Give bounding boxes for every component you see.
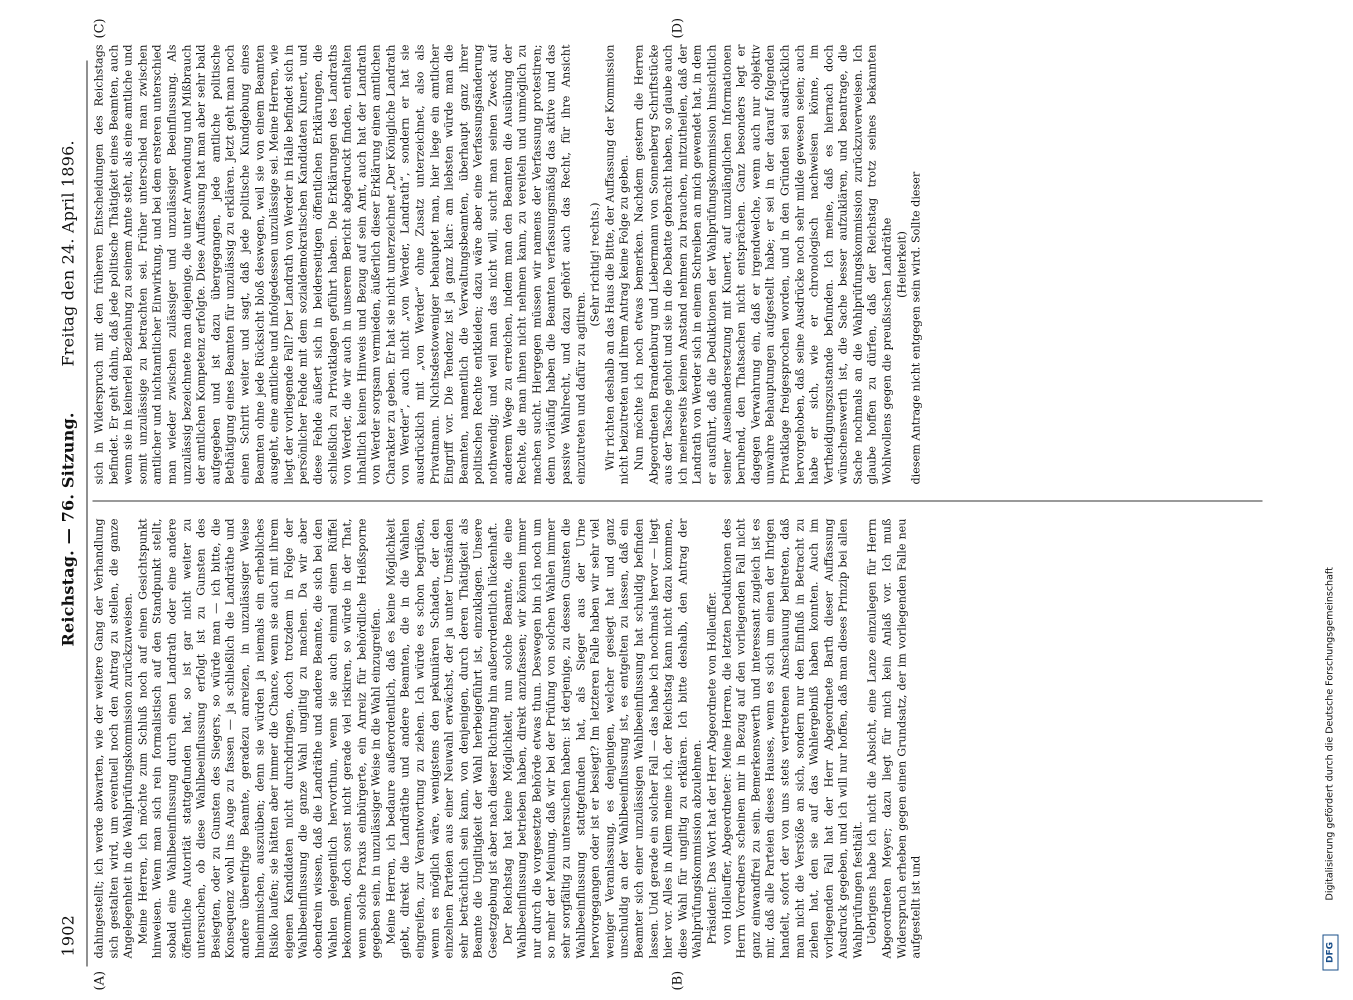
right-column (92, 44, 1262, 484)
paragraph: dahingestellt; ich werde abwarten, wie der weitere Gang der Verhandlung sich gestalten wird, um eventuell noch den Antrag zu stellen, die ganze Angelegenheit in die Wahlprüfungskommission zurückzuweisen. (92, 518, 135, 958)
paragraph: Der Reichstag hat keine Möglichkeit, nun solche Beamte, die eine Wahlbeeinflussung betrieben haben, direkt anzufassen; wir können immer nur durch die vorgesetzte Behörde etwas thun. Deswegen bin ich noch um so mehr der Meinung, daß wir bei der Prüfung von solchen Wahlen immer sehr sorgfältig zu untersuchen haben: ist derjenige, zu dessen Gunsten die Wahlbeeinflussung stattgefunden hat, als Sieger aus der Urne hervorgegangen oder ist er besiegt? Im letzteren Falle haben wir sehr viel weniger Veranlassung, es denjenigen, welcher gesiegt hat und ganz unschuldig an der Wahlbeeinflussung ist, es entgelten zu lassen, daß ein Beamter sich einer unzulässigen Wahlbeeinflussung hat schuldig befinden lassen. Und gerade ein solcher Fall — das habe ich nochmals hervor — liegt hier vor. Alles in Allem meine ich, der Reichstag kann nicht dazu kommen, diese Wahl für ungiltig zu erklären. Ich bitte deshalb, den Antrag der Wahlprüfungskommission abzulehnen. (500, 518, 704, 958)
page-footer (1322, 30, 1342, 970)
dfg-logo: DFG (1322, 934, 1338, 970)
session-date: Freitag den 24. April 1896. (58, 139, 77, 366)
paragraph: Meine Herren, ich möchte zum Schluß noch auf einen Gesichtspunkt hinweisen. Wenn man sich rein formalistisch auf den Standpunkt stellt, sobald eine Wahlbeeinflussung durch einen Landrath oder eine andere öffentliche Autorität stattgefunden hat, so ist gar nicht weiter zu untersuchen, ob diese Wahlbeeinflussung erfolgt ist zu Gunsten des Besiegten, oder zu Gunsten des Siegers, so würde man — ich bitte, die Konsequenz wohl ins Auge zu fassen — ja schließlich die Landräthe und andere übereifrige Beamte, geradezu anreizen, in unzulässiger Weise hineinmischen, auszuüben; denn sie würden ja niemals ein erhebliches Risiko laufen; sie hätten aber immer die Chance, wenn sie auch mit ihrem eigenen Kandidaten nicht durchdringen, doch trotzdem in Folge der Wahlbeeinflussung die ganze Wahl ungiltig zu machen. Da wir aber obendrein wissen, daß die Landräthe und andere Beamte, die sich bei den Wahlen gelegentlich hervorthun, wenn sie auch einmal einen Rüffel bekommen, doch sonst nicht gerade viel riskiren, so würde in der That, wenn solche Praxis einbürgerte, ein Anreiz für behördliche Heißsporne gegeben sein, in unzulässiger Weise in die Wahl einzugreifen. (135, 518, 383, 958)
page-header (56, 30, 82, 966)
margin-marker-d: (D) (670, 17, 685, 38)
interjection: (Sehr richtig! rechts.) (588, 201, 602, 327)
page-number: 1902 (58, 914, 77, 956)
digitization-credit: Digitalisierung gefördert durch die Deutsche Forschungsgemeinschaft (1324, 566, 1335, 900)
paragraph: Wir richten deshalb an das Haus die Bitte, der Auffassung der Kommission nicht beizutreten und ihrem Antrag keine Folge zu geben. (602, 44, 631, 484)
speaker-paragraph: von Holleuffer, Abgeordneter: Meine Herren, die letzten Deduktionen des Herrn Vorredners scheinen mir in Bezug auf den vorliegenden Fall nicht ganz einwandfrei zu sein. Bemerkenswerth und interessant zugleich ist es mir, daß alle Parteien dieses Hauses, wenn es sich um einen der Ihrigen handelt, sofort der von uns stets vertretenen Anschauung beitreten, daß man nicht die Verstöße an sich, sondern nur den Einfluß in Betracht zu ziehen hat, den sie auf das Wahlergebniß haben konnten. Auch im vorliegenden Fall hat der Herr Abgeordnete Barth dieser Auffassung Ausdruck gegeben, und ich will nur hoffen, daß man dieses Prinzip bei allen Wahlprüfungen festhält. (719, 518, 864, 958)
margin-marker-c: (C) (92, 17, 107, 38)
paragraph: Meine Herren, ich bedaure außerordentlich, daß es keine Möglichkeit giebt, direkt die Landräthe und andere Beamten, die in die Wahlen eingreifen, zur Verantwortung zu ziehen. Ich würde es schon begrüßen, wenn es möglich wäre, wenigstens den pekuniären Schaden, der den einzelnen Parteien aus einer Neuwahl erwächst, der ja unter Umständen sehr beträchtlich sein kann, von denjenigen, durch deren Thätigkeit als Beamte die Ungiltigkeit der Wahl herbeigeführt ist, einzuklagen. Unsere Gesetzgebung ist aber nach dieser Richtung hin außerordentlich lückenhaft. (383, 518, 500, 958)
paragraph: Nun möchte ich noch etwas bemerken. Nachdem gestern die Herren Abgeordneten Brandenburg und Liebermann von Sonnenberg Schriftstücke aus der Tasche geholt und sie in die Debatte gebracht haben, so glaube auch ich meinerseits keinen Anstand nehmen zu brauchen, mitzutheilen, daß der Landrath von Werder sich in einem Schreiben an mich gewendet hat, in dem er ausführt, daß die Deduktionen der Wahlprüfungskommission hinsichtlich seiner Auseinandersetzung mit Kunert, auf unzulänglichen Informationen beruhend, den Thatsachen nicht entsprächen. Ganz besonders legt er dagegen Verwahrung ein, daß er irgendwelche, wenn auch nur objektiv unwahre Behauptungen aufgestellt habe; er sei in der darauf folgenden Privatklage freigesprochen worden, und in den Gründen sei ausdrücklich hervorgehoben, daß seine Ausdrücke noch sehr milde gewesen seien; auch habe er sich, wie er chronologisch nachweisen könne, im Vertheidigungszustande befunden. Ich meine, daß es hiernach doch wünschenswerth ist, die Sache besser aufzuklären, und beantrage, die Sache nochmals an die Wahlprüfungskommission zurückzuverweisen. Ich glaube hoffen zu dürfen, daß der Reichstag trotz seines bekannten Wohlwollens gegen die preußischen Landräthe (631, 44, 894, 484)
left-column (92, 518, 1262, 958)
paragraph: sich in Widerspruch mit den früheren Entscheidungen des Reichstags befindet. Er geht dahin, daß jede politische Thätigkeit eines Beamten, auch wenn sie in keinerlei Beziehung zu seinem Amte steht, als eine amtliche und somit unzulässige zu betrachten sei. Früher unterschied man zwischen amtlicher und nichtamtlicher Einwirkung, und bei dem ersteren unterschied man wieder zwischen zulässiger und unzulässiger Beeinflussung. Als unzulässig bezeichnete man diejenige, die unter Anwendung und Mißbrauch der amtlichen Kompetenz erfolgte. Diese Auffassung hat man aber sehr bald aufgegeben und ist dazu übergegangen, jede amtliche politische Bethätigung eines Beamten für unzulässig zu erklären. Jetzt geht man noch einen Schritt weiter und sagt, daß jede politische Kundgebung eines Beamten ohne jede Rücksicht bloß deswegen, weil sie von einem Beamten ausgeht, eine amtliche und infolgedessen unzulässige sei. Meine Herren, wie liegt der vorliegende Fall? Der Landrath von Werder in Halle befindet sich in persönlicher Fehde mit dem sozialdemokratischen Kandidaten Kunert, und diese Fehde äußert sich in beiderseitigen öffentlichen Erklärungen, die schließlich zu Privatklagen geführt haben. Die Erklärungen des Landraths von Werder, die wir auch in unserem Bericht abgedruckt finden, enthalten inhaltlich keinen Hinweis und Bezug auf sein Amt, auch hat der Landrath von Werder sorgsam vermieden, äußerlich dieser Erklärung einen amtlichen Charakter zu geben. Er hat sie nicht unterzeichnet „Der Königliche Landrath von Werder“, auch nicht „von Werder, Landrath“, sondern er hat sie ausdrücklich mit „von Werder“ ohne Zusatz unterzeichnet, also als Privatmann. Nichtsdestoweniger behauptet man, hier liege ein amtlicher Eingriff vor. Die Tendenz ist ja ganz klar: am liebsten würde man die Beamten, namentlich die Verwaltungsbeamten, überhaupt ganz ihrer politischen Rechte entkleiden; dazu wäre aber eine Verfassungsänderung nothwendig; und weil man das nicht will, sucht man seinen Zweck auf anderem Wege zu erreichen, indem man den Beamten die Ausübung der Rechte, die man ihnen nicht nehmen kann, zu vereiteln und unmöglich zu machen sucht. Hiergegen müssen wir namens der Verfassung protestiren; denn vorläufig haben die Beamten verfassungsmäßig das aktive und das passive Wahlrecht, und dazu gehört auch das Recht, für ihre Ansicht einzutreten und dafür zu agitiren. (92, 44, 587, 484)
president-remark: Präsident: Das Wort hat der Herr Abgeordnete von Holleuffer. (704, 590, 718, 944)
margin-marker-b: (B) (670, 970, 685, 990)
header-rule (86, 60, 87, 966)
paragraph: diesem Antrage nicht entgegen sein wird. Sollte dieser (909, 171, 923, 484)
page-title: Reichstag. — 76. Sitzung. (58, 411, 77, 646)
margin-marker-a: (A) (92, 970, 107, 990)
interjection: (Heiterkeit) (894, 230, 908, 298)
column-divider (92, 500, 1262, 501)
paragraph: Uebrigens habe ich nicht die Absicht, eine Lanze einzulegen für Herrn Abgeordneten Meyer; dazu liegt für mich kein Anlaß vor. Ich muß Widerspruch erheben gegen einen Grundsatz, der im vorliegenden Falle neu aufgestellt ist und (865, 518, 923, 958)
